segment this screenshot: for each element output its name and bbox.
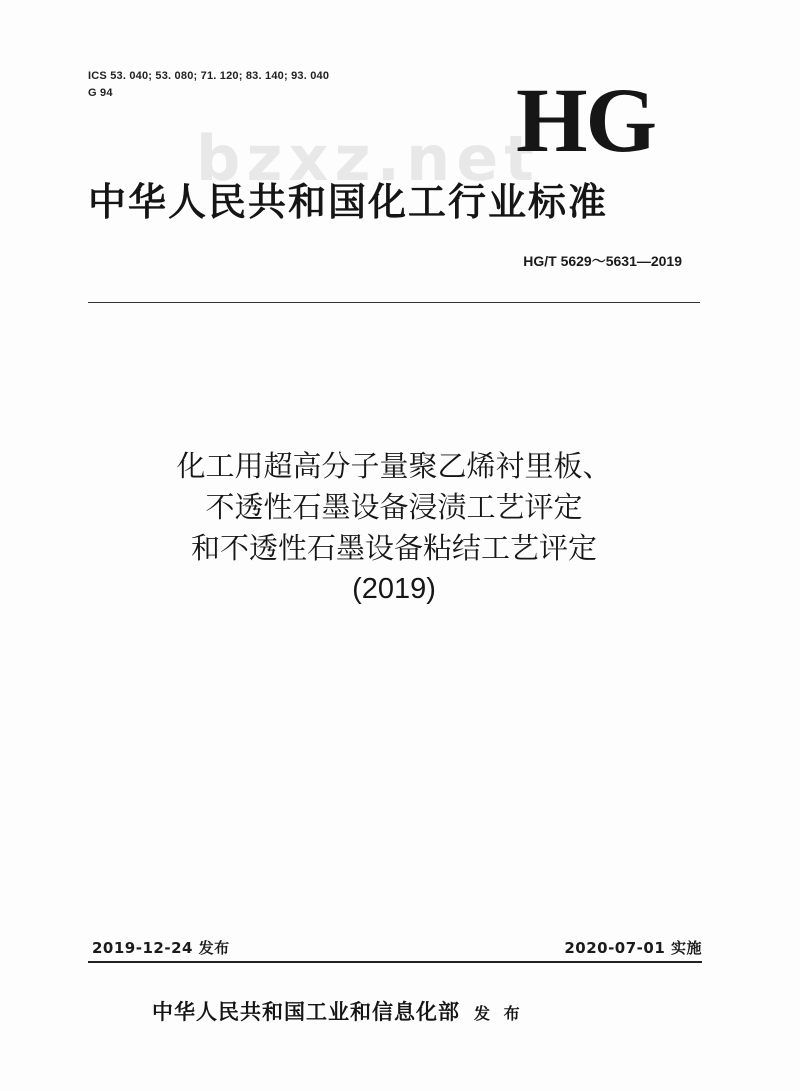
hg-logo: HG: [516, 69, 656, 171]
document-title: [88, 446, 700, 610]
bottom-divider: [88, 961, 702, 963]
watermark: bzxz.net: [196, 122, 540, 195]
ccs-code: G 94: [88, 87, 113, 99]
document-title-line-3: 和不透性石墨设备粘结工艺评定: [190, 531, 597, 565]
ics-code: ICS 53. 040; 53. 080; 71. 120; 83. 140; 93. 040: [88, 70, 330, 82]
document-title-line-1: 化工用超高分子量聚乙烯衬里板、: [176, 449, 612, 483]
document-title-line-2: 不透性石墨设备浸渍工艺评定: [205, 490, 583, 524]
classification-codes: [88, 68, 329, 102]
publisher: [152, 996, 524, 1026]
top-divider: [88, 302, 700, 303]
organization-title: 中华人民共和国化工行业标准: [88, 180, 609, 224]
standard-number: HG/T 5629～5631—2019: [523, 253, 682, 269]
publisher-name: 中华人民共和国工业和信息化部: [152, 1000, 460, 1024]
document-year: (2019): [352, 573, 436, 605]
publisher-suffix: 发 布: [474, 1004, 524, 1023]
issue-date: 2019-12-24 发布: [92, 939, 230, 957]
implementation-date: 2020-07-01 实施: [564, 939, 702, 957]
